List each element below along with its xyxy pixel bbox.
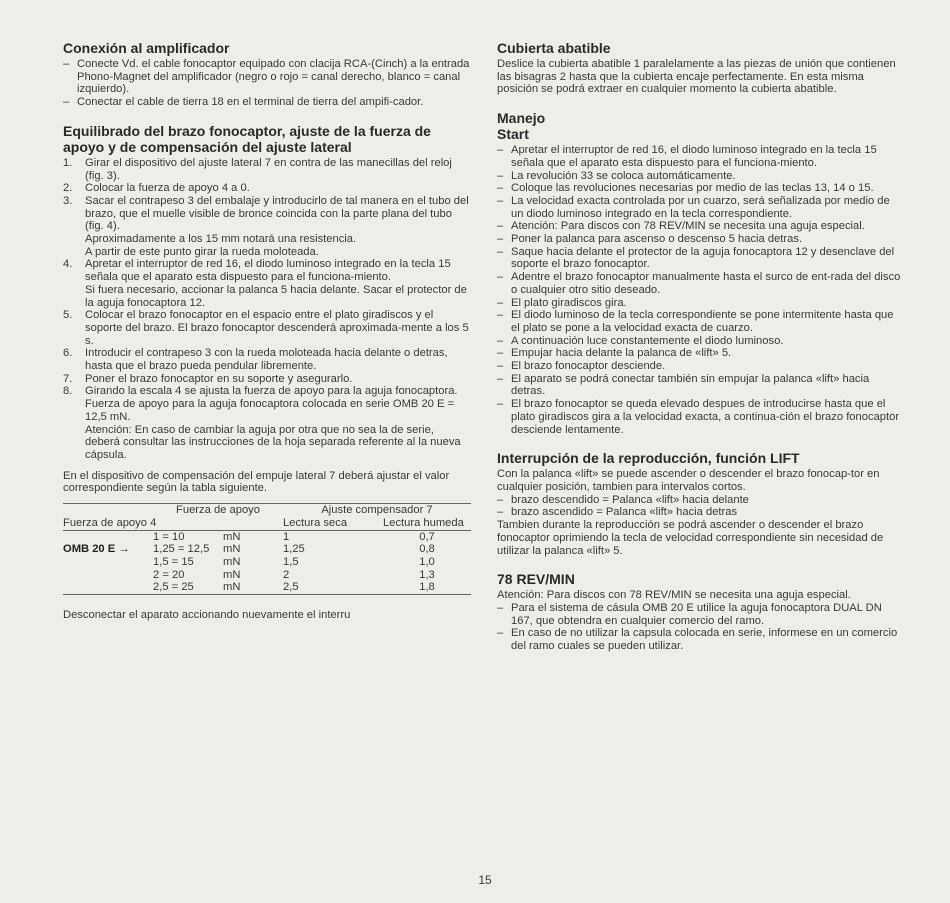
list-item: – Conecte Vd. el cable fonocaptor equipado con clacija RCA-(Cinch) a la entrada Phono-Magnet del amplificador (negro o rojo = canal derecho, blanco = canal izquierdo). <box>63 58 471 96</box>
heading-equilibrado: Equilibrado del brazo fonocaptor, ajuste de la fuerza de apoyo y de compensación del ajuste lateral <box>63 122 431 155</box>
heading-start: Start <box>497 126 529 143</box>
header-humeda: Lectura humeda <box>383 516 464 529</box>
paragraph-78rev: Atención: Para discos con 78 REV/MIN se necesita una aguja especial. <box>497 589 851 602</box>
list-item: – Atención: Para discos con 78 REV/MIN se necesita una aguja especial. <box>497 220 905 233</box>
list-item: – Adentre el brazo fonocaptor manualmente hasta el surco de ent-rada del disco o cualquier otro sitio deseado. <box>497 271 905 296</box>
table-row: 2,5 = 25 mN 2,5 1,8 <box>63 581 471 594</box>
list-78rev <box>497 602 905 653</box>
heading-78rev: 78 REV/MIN <box>497 571 575 588</box>
list-item: – La revolución 33 se coloca automáticamente. <box>497 170 905 183</box>
list-item: 5. Colocar el brazo fonocaptor en el espacio entre el plato giradiscos y el soporte del brazo. El brazo fonocaptor descenderá aproximada-mente a los 5 s. <box>63 309 469 347</box>
header-fuerza: Fuerza de apoyo <box>176 504 260 517</box>
right-column <box>497 40 905 653</box>
list-item: 1. Girar el dispositivo del ajuste lateral 7 en contra de las manecillas del reloj (fig. 3). <box>63 156 452 182</box>
list-item: – En caso de no utilizar la capsula colocada en serie, informese en un comercio del ramo cuales se pueden utilizar. <box>497 627 905 652</box>
list-item: – Apretar el interruptor de red 16, el diodo luminoso integrado en la tecla 15 señala que el aparato esta dispuesto para el funciona-miento. <box>497 144 905 169</box>
page-number: 15 <box>478 873 492 887</box>
list-item: – Coloque las revoluciones necesarias por medio de las teclas 13, 14 o 15. <box>497 182 905 195</box>
left-column <box>63 40 471 622</box>
list-item: 2. Colocar la fuerza de apoyo 4 a 0. <box>63 182 250 195</box>
list-manejo <box>497 144 905 436</box>
paragraph-desconectar: Desconectar el aparato accionando nuevamente el interru <box>63 609 351 622</box>
list-item: – brazo descendido = Palanca «lift» hacia delante <box>497 494 905 507</box>
header-ajuste: Ajuste compensador 7 <box>321 504 433 517</box>
list-item: – El aparato se podrá conectar también sin empujar la palanca «lift» hacia detras. <box>497 373 905 398</box>
paragraph-compensacion: En el dispositivo de compensación del empuje lateral 7 deberá ajustar el valor correspondiente según la tabla siguiente. <box>63 469 450 495</box>
list-item: – El brazo fonocaptor se queda elevado despues de introducirse hasta que el plato giradiscos gira a la velocidad exacta, a continua-ción el brazo fonocaptor desciende lentamente. <box>497 398 905 436</box>
list-item: – Para el sistema de cásula OMB 20 E utilice la aguja fonocaptora DUAL DN 167, que obtendra en cualquier comercio del ramo. <box>497 602 905 627</box>
table-row: 1 = 10 mN 1 0,7 <box>153 530 435 543</box>
heading-interrupcion: Interrupción de la reproducción, función LIFT <box>497 450 800 467</box>
heading-manejo: Manejo <box>497 110 546 127</box>
heading-conexion: Conexión al amplificador <box>63 40 230 56</box>
list-item: – brazo ascendido = Palanca «lift» hacia detras <box>497 506 905 519</box>
list-item: 4. Apretar el interruptor de red 16, el diodo luminoso integrado en la tecla 15 señala que el aparato esta dispuesto para el funciona-miento. Si fuera necesario, accionar la palanca 5 hacia delante. Sacar el protector de la aguja fonocaptora 12. <box>63 258 467 309</box>
paragraph-lift-intro: Con la palanca «lift» se puede ascender o descender el brazo fonocap-tor en cualquier posición, tambien para intervalos cortos. <box>497 468 880 493</box>
paragraph-lift-after: Tambien durante la reproducción se podrá ascender o descender el brazo fonocaptor oprimiendo la tecla de velocidad correspondiente sin necesidad de utilizar la palanca «lift» 5. <box>497 519 884 557</box>
table-row: 1,5 = 15 mN 1,5 1,0 <box>153 555 435 568</box>
header-fuerza-4: Fuerza de apoyo 4 <box>63 516 157 529</box>
list-item: – La velocidad exacta controlada por un cuarzo, será señalizada por medio de un diodo luminoso integrado en la tecla correspondiente. <box>497 195 905 220</box>
compensation-table <box>63 503 471 595</box>
list-item: 7. Poner el brazo fonocaptor en su soporte y asegurarlo. <box>63 372 353 385</box>
list-item: – A continuación luce constantemente el diodo luminoso. <box>497 335 905 348</box>
list-conexion <box>63 58 471 109</box>
list-item: – Conectar el cable de tierra 18 en el terminal de tierra del ampifi-cador. <box>63 96 471 109</box>
list-item: – El plato giradiscos gira. <box>497 297 905 310</box>
list-item: 6. Introducir el contrapeso 3 con la rueda moloteada hacia delante o detras, hasta que el brazo pueda pendular libremente. <box>63 347 448 373</box>
table-row: OMB 20 E → 1,25 = 12,5 mN 1,25 0,8 <box>63 543 435 556</box>
table-row: 2 = 20 mN 2 1,3 <box>153 568 435 581</box>
list-item: – Saque hacia delante el protector de la aguja fonocaptora 12 y desenclave del soporte el brazo fonocaptor. <box>497 246 905 271</box>
paragraph-cubierta: Deslice la cubierta abatible 1 paralelamente a las piezas de unión que contienen las bisagras 2 hasta que la cubierta encaje perfectamente. En esta misma posición se podrá extraer en cualquier momento la cubierta abatible. <box>497 58 896 96</box>
list-item: 3. Sacar el contrapeso 3 del embalaje y introducirlo de tal manera en el tubo del brazo, que el muelle visible de bronce coincida con la parte plana del tubo (fig. 4). Aproximadamente a los 15 mm notará una resistencia. A partir de este punto girar la rueda moloteada. <box>63 194 469 258</box>
list-lift <box>497 494 905 519</box>
list-item: – El brazo fonocaptor desciende. <box>497 360 905 373</box>
list-item: 8. Girando la escala 4 se ajusta la fuerza de apoyo para la aguja fonocaptora. Fuerza de apoyo para la aguja fonocaptora colocada en serie OMB 20 E = 12,5 mN. Atención: En caso de cambiar la aguja por otra que no sea la de serie, deberá consultar las instrucciones de la hoja separada referente al la nueva cápsula. <box>63 385 461 461</box>
heading-cubierta: Cubierta abatible <box>497 40 611 56</box>
list-item: – El diodo luminoso de la tecla correspondiente se pone intermitente hasta que el plato se pone a la velocidad exacta de cuarzo. <box>497 309 905 334</box>
list-item: – Empujar hacia delante la palanca de «lift» 5. <box>497 347 905 360</box>
list-equilibrado <box>63 157 471 462</box>
header-seca: Lectura seca <box>283 516 348 529</box>
list-item: – Poner la palanca para ascenso o descenso 5 hacia detras. <box>497 233 905 246</box>
